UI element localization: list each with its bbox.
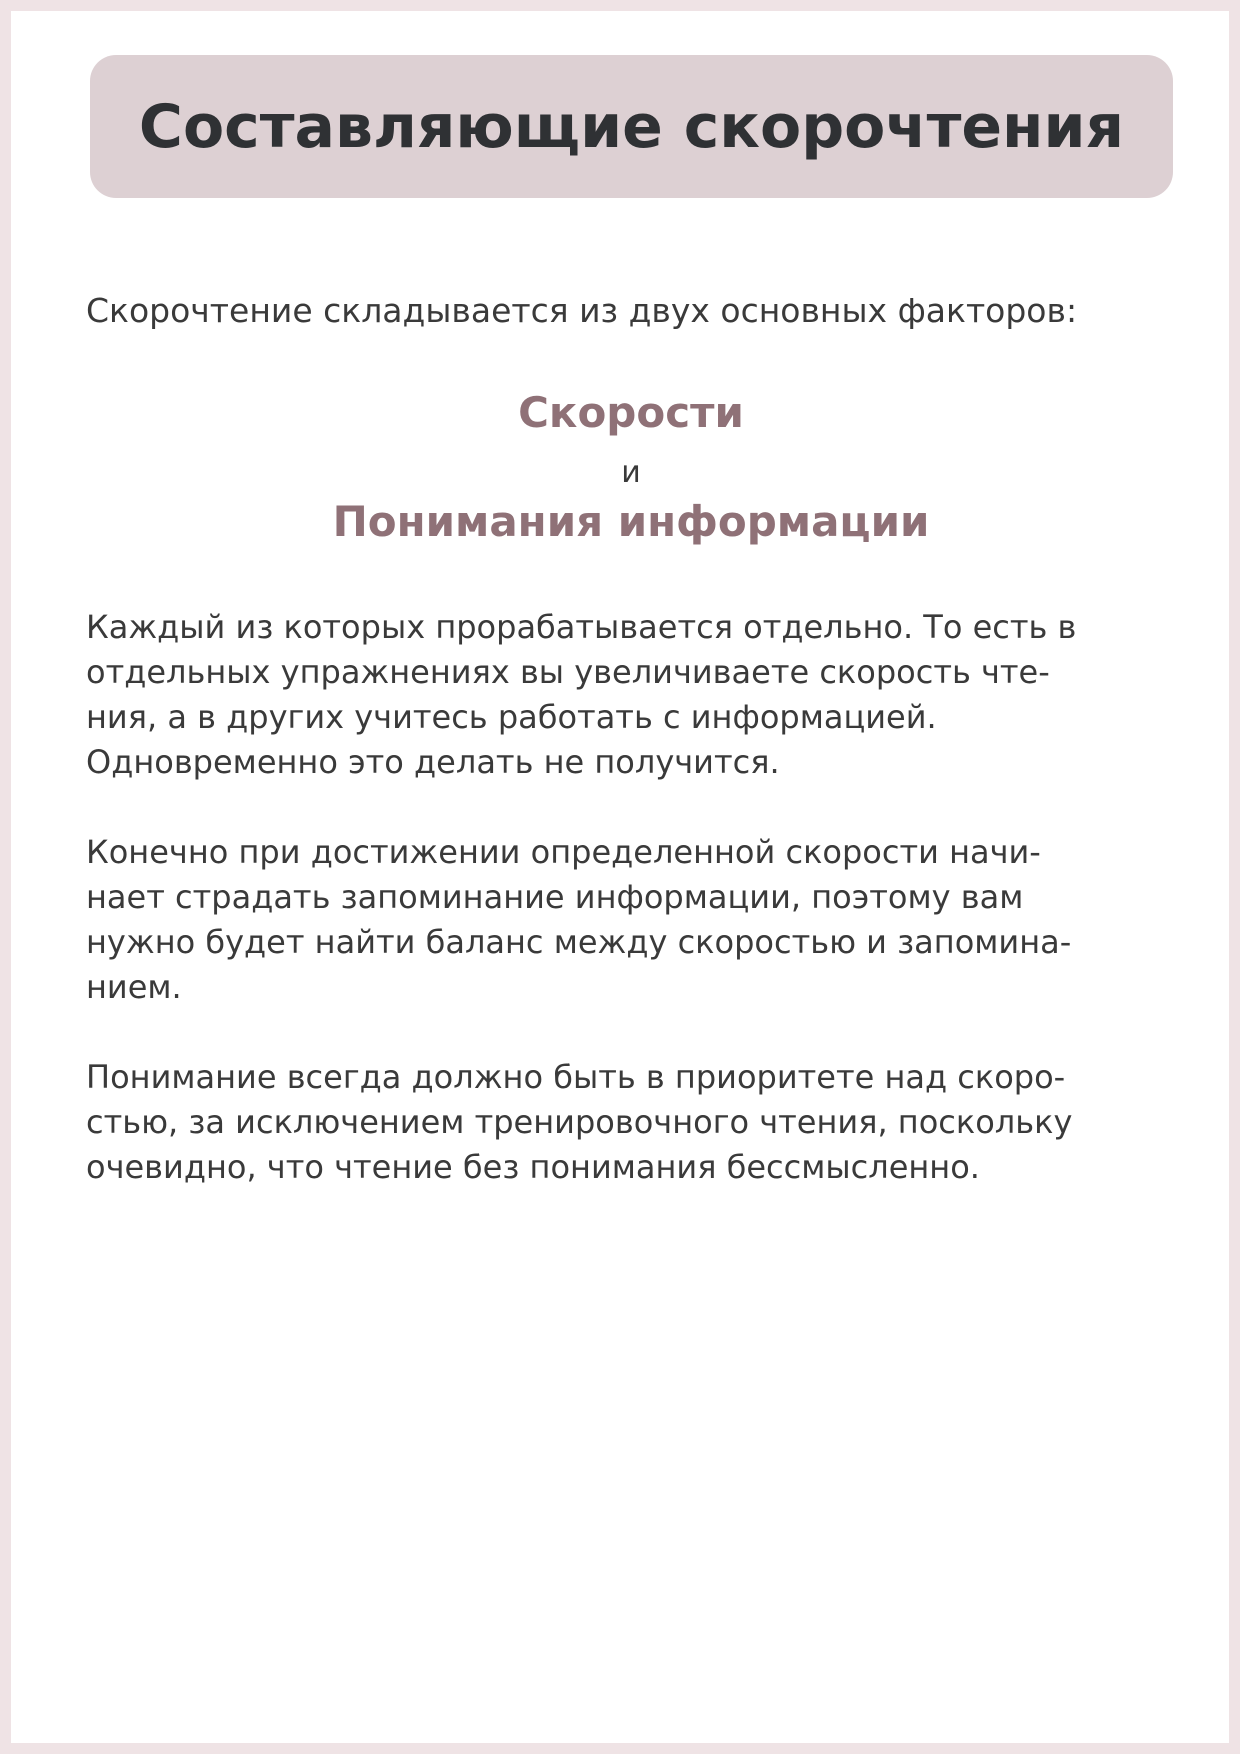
- factor-connector: и: [621, 455, 641, 490]
- paragraph-line: нием.: [86, 968, 182, 1006]
- paragraph-line: Понимание всегда должно быть в приоритете над скоро-: [86, 1058, 1066, 1096]
- intro-text: Скорочтение складывается из двух основных факторов:: [86, 291, 1078, 330]
- paragraph-line: Конечно при достижении определенной скорости начи-: [86, 833, 1041, 871]
- paragraph-line: ния, а в других учитесь работать с информацией.: [86, 698, 937, 736]
- paragraph-line: очевидно, что чтение без понимания бессмысленно.: [86, 1148, 980, 1186]
- paragraph-line: Одновременно это делать не получится.: [86, 743, 780, 781]
- paragraph-line: Каждый из которых прорабатывается отдельно. То есть в: [86, 608, 1077, 646]
- paragraph-line: отдельных упражнениях вы увеличиваете скорость чте-: [86, 653, 1050, 691]
- paragraph-line: стью, за исключением тренировочного чтения, поскольку: [86, 1103, 1073, 1141]
- paragraph-priority: [86, 1055, 1181, 1190]
- factor-understanding: Понимания информации: [332, 497, 930, 546]
- factor-speed: Скорости: [518, 388, 744, 437]
- paragraph-separate-practice: [86, 605, 1181, 785]
- paragraph-line: нужно будет найти баланс между скоростью и запомина-: [86, 923, 1072, 961]
- paragraph-line: нает страдать запоминание информации, поэтому вам: [86, 878, 1024, 916]
- title-banner: [90, 55, 1173, 198]
- paragraph-balance: [86, 830, 1181, 1010]
- page-title: Составляющие скорочтения: [138, 91, 1125, 162]
